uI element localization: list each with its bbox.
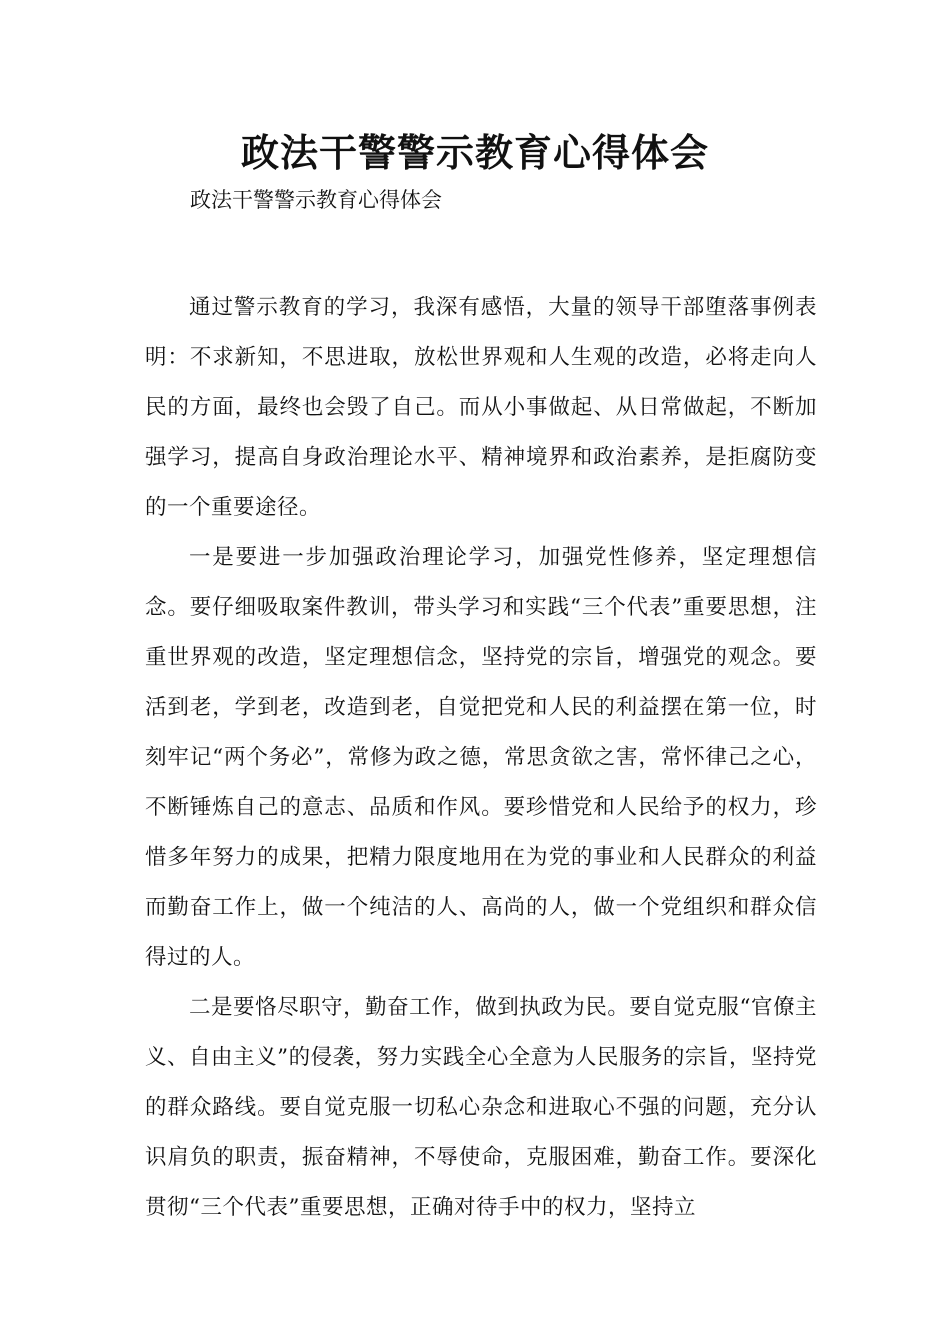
document-title: 政法干警警示教育心得体会 [240, 130, 709, 175]
document-body [145, 283, 817, 1233]
paragraph-point-two: 二是要恪尽职守，勤奋工作，做到执政为民。要自觉克服“官僚主义、自由主义”的侵袭，努力实践全心全意为人民服务的宗旨，坚持党的群众路线。要自觉克服一切私心杂念和进取心不强的问题，充分认识肩负的职责，振奋精神，不辱使命，克服困难，勤奋工作。要深化贯彻“三个代表”重要思想，正确对待手中的权力，坚持立 [145, 995, 817, 1220]
paragraph-intro: 通过警示教育的学习，我深有感悟，大量的领导干部堕落事例表明：不求新知，不思进取，放松世界观和人生观的改造，必将走向人民的方面，最终也会毁了自己。而从小事做起、从日常做起，不断加强学习，提高自身政治理论水平、精神境界和政治素养，是拒腐防变的一个重要途径。 [145, 295, 817, 520]
document-subtitle: 政法干警警示教育心得体会 [190, 188, 442, 212]
paragraph-point-one: 一是要进一步加强政治理论学习，加强党性修养，坚定理想信念。要仔细吸取案件教训，带头学习和实践“三个代表”重要思想，注重世界观的改造，坚定理想信念，坚持党的宗旨，增强党的观念。要活到老，学到老，改造到老，自觉把党和人民的利益摆在第一位，时刻牢记“两个务必”，常修为政之德，常思贪欲之害，常怀律己之心，不断锤炼自己的意志、品质和作风。要珍惜党和人民给予的权力，珍惜多年努力的成果，把精力限度地用在为党的事业和人民群众的利益而勤奋工作上，做一个纯洁的人、高尚的人，做一个党组织和群众信得过的人。 [145, 545, 817, 970]
